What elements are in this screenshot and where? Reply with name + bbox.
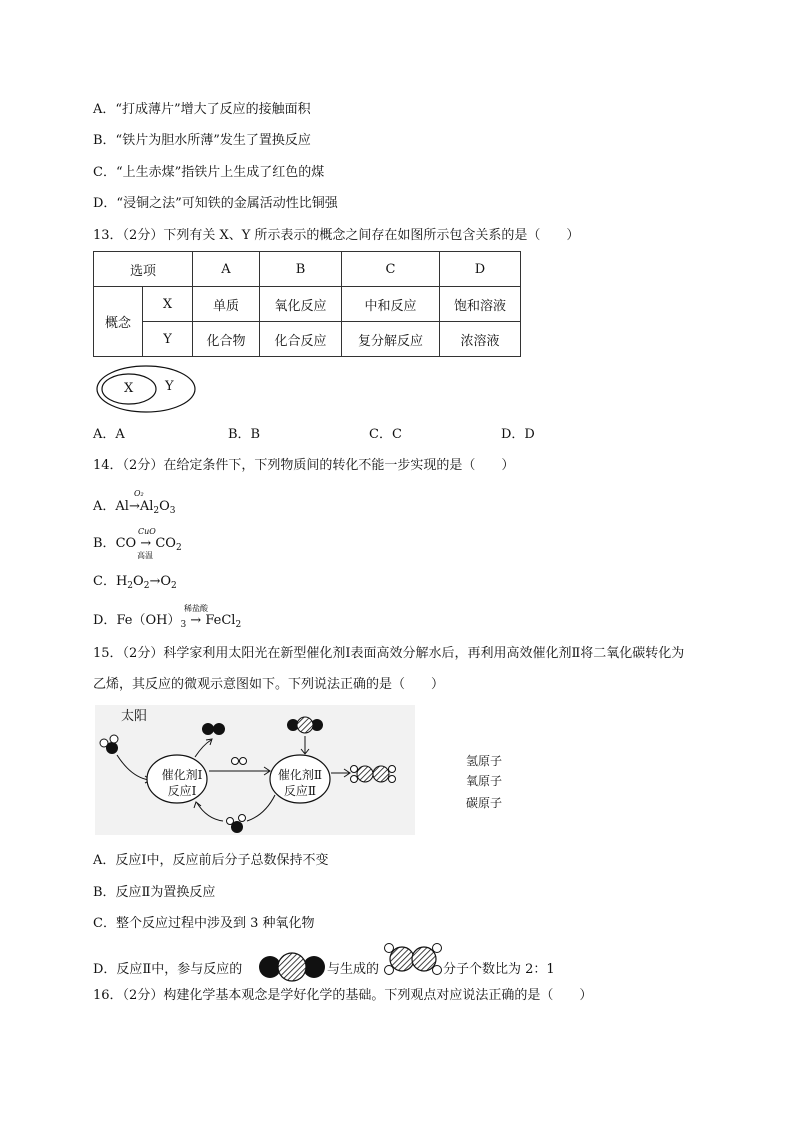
arrow-catalyst2-to-water <box>247 795 275 821</box>
arrow-catalyst1-to-o2 <box>195 740 211 757</box>
q15-option-c: C．整个反应过程中涉及到 3 种氧化物 <box>93 916 315 931</box>
legend-carbon-label: 碳原子 <box>466 796 503 810</box>
catalyst2-label: 催化剂Ⅱ <box>277 768 323 782</box>
reaction1-label: 反应Ⅰ <box>167 784 197 798</box>
table-header-a: A <box>193 252 260 287</box>
table-row-key-y: Y <box>143 322 193 357</box>
q13-option-c: C．C <box>369 427 402 442</box>
q14-b-condition-top: CuO <box>138 527 156 536</box>
table-cell: 饱和溶液 <box>440 287 521 322</box>
q15-stem-line1: 15．（2分）科学家利用太阳光在新型催化剂Ⅰ表面高效分解水后，再利用高效催化剂Ⅱ将二氧化碳转化为 <box>93 646 685 661</box>
q12-option-c: C．“上生赤煤”指铁片上生成了红色的煤 <box>93 165 325 180</box>
table-cell: 单质 <box>193 287 260 322</box>
table-header-d: D <box>440 252 521 287</box>
q13-option-d: D．D <box>501 427 535 442</box>
legend-oxygen-label: 氧原子 <box>466 774 503 788</box>
arrow-water-to-catalyst1 <box>117 755 149 780</box>
ethylene-molecule-inline-icon <box>383 940 443 978</box>
q14-a-condition: O₂ <box>134 489 144 498</box>
q15-option-d-middle: 与生成的 <box>327 962 380 977</box>
q15-option-b: B．反应Ⅱ为置换反应 <box>93 885 216 900</box>
table-header-c: C <box>342 252 440 287</box>
venn-diagram <box>95 363 199 415</box>
q15-option-a: A．反应Ⅰ中，反应前后分子总数保持不变 <box>93 853 329 868</box>
q14-option-c: C．$H_2O_2\to O_2$ <box>93 574 177 591</box>
water-molecule-icon <box>100 735 118 754</box>
venn-label-x: X <box>124 381 134 396</box>
table-cell: 中和反应 <box>342 287 440 322</box>
catalyst1-label: 催化剂Ⅰ <box>161 768 203 782</box>
legend-hydrogen-label: 氢原子 <box>466 754 503 768</box>
concept-table <box>93 251 521 357</box>
q12-option-a: A．“打成薄片”增大了反应的接触面积 <box>93 102 311 117</box>
q15-option-d-suffix: 分子个数比为 2：1 <box>443 962 555 977</box>
table-header-b: B <box>260 252 342 287</box>
venn-label-y: Y <box>165 379 174 394</box>
q14-b-condition-bottom: 高温 <box>137 551 153 560</box>
sun-label: 太阳 <box>121 709 148 724</box>
ethylene-molecule-icon <box>351 766 396 783</box>
q14-stem: 14．（2分）在给定条件下，下列物质间的转化不能一步实现的是（ ） <box>93 458 515 473</box>
table-cell: 化合反应 <box>260 322 342 357</box>
q14-option-d: D．$Fe(OH)_3$ → FeCl$_2$ <box>93 613 242 630</box>
table-header-option: 选项 <box>94 252 193 287</box>
q15-option-d-prefix: D．反应Ⅱ中，参与反应的 <box>93 962 243 977</box>
q13-stem: 13．（2分）下列有关 X、Y 所示表示的概念之间存在如图所示包含关系的是（ ） <box>93 228 580 243</box>
q14-option-a: A．$Al\to Al_2O_3$ <box>93 499 176 516</box>
q13-option-b: B．B <box>228 427 261 442</box>
q12-option-b: B．“铁片为胆水所薄”发生了置换反应 <box>93 133 311 148</box>
q12-option-d: D．“浸铜之法”可知铁的金属活动性比铜强 <box>93 196 338 211</box>
table-row-key-x: X <box>143 287 193 322</box>
table-cell: 复分解反应 <box>342 322 440 357</box>
reaction2-label: 反应Ⅱ <box>283 784 317 798</box>
table-cell: 浓溶液 <box>440 322 521 357</box>
water-molecule-bottom-icon <box>227 815 246 834</box>
table-cell: 化合物 <box>193 322 260 357</box>
reaction-diagram <box>95 705 425 840</box>
q14-option-b: B．CO → $CO_2$ <box>93 536 182 553</box>
oxygen-molecule-icon <box>202 723 225 735</box>
q13-option-a: A．A <box>93 427 125 442</box>
q15-stem-line2: 乙烯，其反应的微观示意图如下。下列说法正确的是（ ） <box>93 677 445 692</box>
venn-outer-ellipse <box>97 366 195 412</box>
q14-d-condition: 稀盐酸 <box>184 604 208 613</box>
carbon-dioxide-molecule-icon <box>287 717 323 733</box>
co2-molecule-inline-icon <box>256 949 328 985</box>
table-row-group-label: 概念 <box>94 287 143 357</box>
table-cell: 氧化反应 <box>260 287 342 322</box>
q16-stem: 16．（2分）构建化学基本观念是学好化学的基础。下列观点对应说法正确的是（ ） <box>93 988 593 1003</box>
hydrogen-molecule-icon <box>232 758 247 765</box>
